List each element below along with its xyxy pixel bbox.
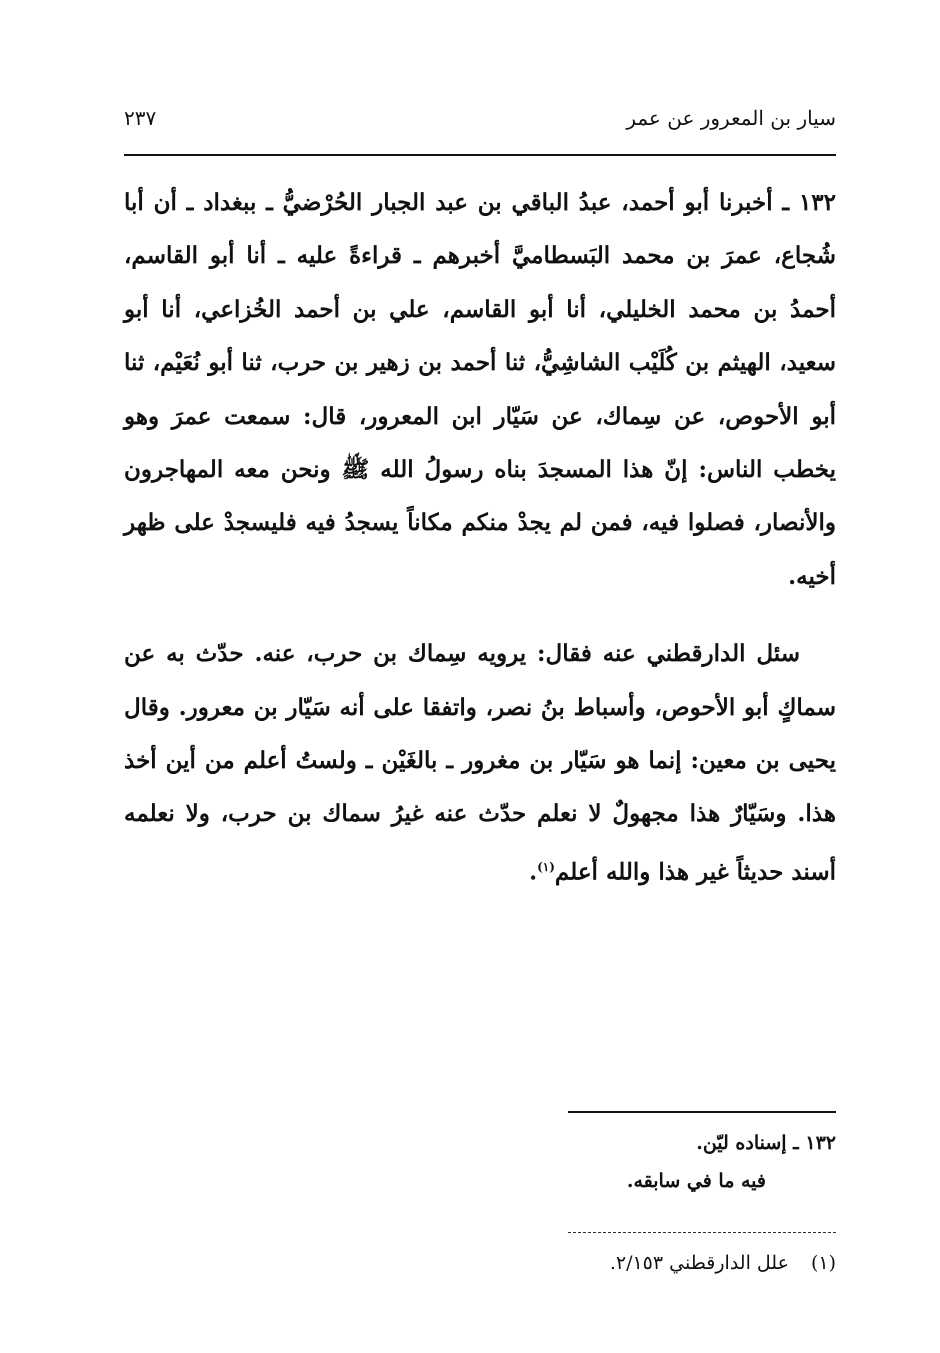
- footnote-rule: [568, 1232, 836, 1233]
- main-text: [124, 176, 836, 899]
- footnote-number: (١): [810, 1252, 836, 1274]
- takhrij-note: [336, 1124, 836, 1200]
- commentary-text: سئل الدارقطني عنه فقال: يرويه سِماك بن حرب، عنه. حدّث به عن سماكٍ أبو الأحوص، وأسباط بنُ نصر، واتفقا على أنه سَيّار بن معرور. وقال يحيى بن معين: إنما هو سَيّار بن مغرور ـ بالغَيْن ـ ولستُ أعلم من أين أخذ هذا. وسَيّارٌ هذا مجهولٌ لا نعلم حدّث عنه غيرُ سماك بن حرب، ولا نعلمه أسند حديثاً غير هذا والله أعلم: [124, 640, 836, 886]
- footnote-marker: (١): [537, 859, 555, 874]
- header-rule: [124, 154, 836, 156]
- hadith-paragraph: ١٣٢ ـ أخبرنا أبو أحمد، عبدُ الباقي بن عبد الجبار الحُرْضيُّ ـ ببغداد ـ أن أبا شُجاع، عمرَ بن محمد البَسطاميَّ أخبرهم ـ قراءةً عليه ـ أنا أبو القاسم، أحمدُ بن محمد الخليلي، أنا أبو القاسم، علي بن أحمد الخُزاعي، أنا أبو سعيد، الهيثم بن كُلَيْب الشاشِيُّ، ثنا أحمد بن زهير بن حرب، ثنا أبو نُعَيْم، ثنا أبو الأحوص، عن سِماك، عن سَيّار ابن المعرور، قال: سمعت عمرَ وهو يخطب الناس: إنّ هذا المسجدَ بناه رسولُ الله ﷺ ونحن معه المهاجرون والأنصار، فصلوا فيه، فمن لم يجدْ منكم مكاناً يسجدُ فيه فليسجدْ على ظهر أخيه.: [124, 189, 836, 590]
- commentary-paragraph: [124, 627, 836, 899]
- page-header: [124, 100, 836, 140]
- takhrij-line-1: ١٣٢ ـ إسناده ليّن.: [696, 1132, 836, 1154]
- takhrij-line-2: فيه ما في سابقه.: [626, 1170, 766, 1192]
- running-title: سيار بن المعرور عن عمر: [626, 106, 836, 130]
- page-number: ٢٣٧: [124, 106, 157, 130]
- footnote: [336, 1245, 836, 1281]
- takhrij-rule: [568, 1111, 836, 1113]
- commentary-end: .: [529, 858, 538, 886]
- footnote-text: علل الدارقطني ٢/١٥٣.: [609, 1252, 789, 1274]
